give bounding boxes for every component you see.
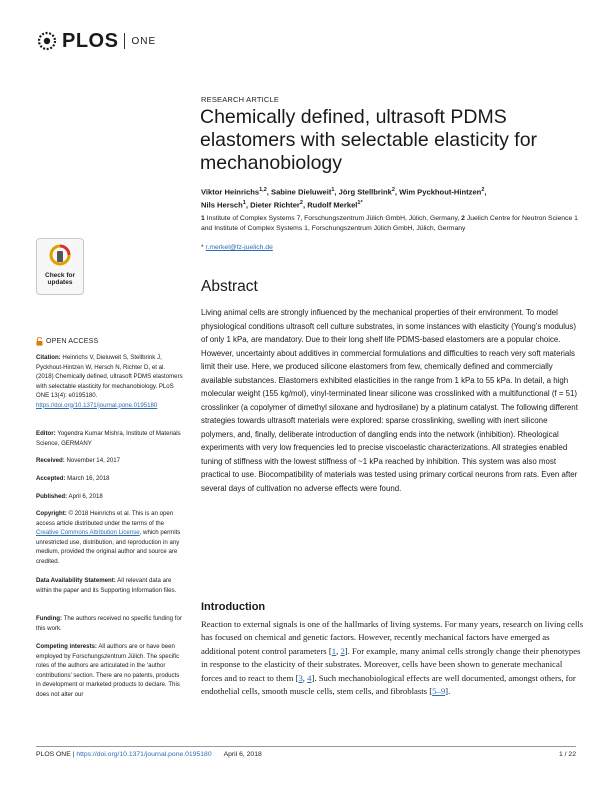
editor-text: Yogendra Kumar Mishra, Institute of Materials Science, GERMANY: [36, 430, 181, 447]
received-label: Received:: [36, 457, 65, 464]
reference-link[interactable]: 3: [298, 672, 303, 683]
author-name: Wim Pyckhout-Hintzen: [399, 187, 482, 197]
author-name: Sabine Dieluweit: [271, 187, 332, 197]
logo-plos-text: PLOS: [62, 29, 119, 52]
plos-logo-icon: [36, 30, 58, 52]
reference-link[interactable]: 1: [331, 645, 337, 656]
data-availability-label: Data Availability Statement:: [36, 577, 116, 584]
article-type: RESEARCH ARTICLE: [201, 95, 280, 104]
citation-block: [36, 353, 184, 410]
author-name: Jörg Stellbrink: [338, 187, 392, 197]
footer-journal: PLOS ONE: [36, 751, 71, 758]
author-affiliation-sup: 1: [331, 187, 335, 193]
intro-text-segment: ,: [302, 672, 308, 683]
competing-interests-block: [36, 642, 184, 699]
plos-one-logo: [36, 28, 156, 54]
page-footer: [36, 751, 576, 758]
correspondence: [201, 244, 273, 251]
author-affiliation-sup: 2: [391, 187, 395, 193]
intro-text-segment: ]. Such mechanobiological effects are well documented, amongst others, for endothelial cells, smooth muscle cells, stem cells, and fibroblasts [: [201, 672, 576, 697]
accepted-block: [36, 474, 184, 484]
intro-text-segment: ].: [445, 686, 451, 697]
check-for-updates-line1: Check for: [45, 272, 75, 279]
citation-label: Citation:: [36, 354, 61, 361]
intro-text-segment: ,: [336, 645, 341, 656]
open-access-text: OPEN ACCESS: [46, 338, 99, 345]
received-date: November 14, 2017: [66, 457, 121, 464]
footer-divider: [36, 746, 576, 747]
open-access-label: [36, 337, 98, 346]
article-title: Chemically defined, ultrasoft PDMS elastomers with selectable elasticity for mechanobiology: [200, 106, 538, 174]
data-availability-text: All relevant data are within the paper and its Supporting Information files.: [36, 577, 177, 594]
footer-doi-link[interactable]: https://doi.org/10.1371/journal.pone.0195180: [76, 751, 212, 758]
published-block: [36, 492, 184, 502]
license-link[interactable]: Creative Commons Attribution License: [36, 529, 140, 536]
affiliation-number: 1: [201, 215, 205, 222]
author-name: Nils Hersch: [201, 200, 243, 210]
check-for-updates-line2: updates: [47, 279, 73, 286]
correspondence-mark: *: [201, 244, 204, 251]
abstract-heading: Abstract: [201, 278, 258, 295]
affiliations: [201, 214, 591, 234]
affiliation-text: Institute of Complex Systems 7, Forschungszentrum Jülich GmbH, Jülich, Germany,: [206, 215, 460, 222]
intro-text-segment: ]. For example, many animal cells strongly change their phenotypes in response to the elasticity of their substrates. Moreover, cells have been shown to generate mechanical forces and to react to them [: [201, 645, 581, 683]
check-for-updates-icon: [49, 244, 71, 268]
funding-label: Funding:: [36, 615, 63, 622]
competing-interests-text: All authors are or have been employed by Forschungszentrum Jülich. The specific roles of the authors are articulated in the ‘author contributions’ section. There are no patents, products in development or marketed products to declare. This does not alter our: [36, 643, 180, 698]
accepted-label: Accepted:: [36, 475, 66, 482]
funding-text: The authors received no specific funding for this work.: [36, 615, 182, 632]
affiliation-number: 2: [461, 215, 465, 222]
data-availability-block: [36, 576, 184, 595]
check-for-updates-badge[interactable]: [36, 238, 84, 295]
copyright-label: Copyright:: [36, 510, 67, 517]
author-name: Rudolf Merkel: [307, 200, 358, 210]
copyright-block: [36, 509, 184, 566]
author-affiliation-sup: 2: [481, 187, 485, 193]
author-name: Dieter Richter: [250, 200, 300, 210]
author-affiliation-sup: 1*: [357, 200, 363, 207]
reference-link[interactable]: 4: [307, 672, 312, 683]
footer-date: April 6, 2018: [223, 751, 262, 758]
funding-block: [36, 614, 184, 633]
footer-separator: |: [72, 751, 75, 758]
editor-label: Editor:: [36, 430, 56, 437]
citation-text: Heinrichs V, Dieluweit S, Stellbrink J, Pyckhout-Hintzen W, Hersch N, Richter D, et al. (2018) Chemically defined, ultrasoft PDMS elastomers with selectable elasticity for mechanobiology. PLoS ONE 13(4): e0195180.: [36, 354, 183, 399]
published-date: April 6, 2018: [68, 493, 103, 500]
introduction-heading: Introduction: [201, 601, 266, 613]
competing-interests-label: Competing interests:: [36, 643, 97, 650]
author-name: Viktor Heinrichs: [201, 187, 260, 197]
citation-doi-link[interactable]: https://doi.org/10.1371/journal.pone.0195180: [36, 401, 158, 409]
author-affiliation-sup: 1,2: [259, 187, 267, 193]
logo-divider: [124, 33, 125, 49]
abstract-text: Living animal cells are strongly influenced by the mechanical properties of their environment. To model physiological conditions ultrasoft cell culture substrates, in some instances with elasticity (Young’s modulus) of only 1 kPa, are mandatory. Due to their long shelf life PDMS-based elastomers are a popular choice. However, uncertainty about additives in commercial formulations and difficulties to reach very soft materials limit their use. Here, we produced silicone elastomers from few, chemically defined and commercially available substances. Elastomers exhibited elasticities in the range from 1 kPa to 55 kPa. In detail, a high molecular weight (155 kg/mol), vinyl-terminated linear silicone was crosslinked with a multifunctional (f = 51) crosslinker (a copolymer of dimethyl siloxane and hydrosilane) by a platinum catalyst. The following different strategies towards ultrasoft materials were explored: sparse crosslinking, swelling with inert silicone polymers, and, finally, deliberate introduction of dangling ends into the network (inhibition). Rheological experiments with very low frequencies led to precise viscoelastic characterizations. All strategies enabled tuning of stiffness with the lowest stiffness of ~1 kPa reached by inhibition. This system was also most practical to use. Biocompatibility of materials was tested using primary cortical neurons from rats. Even after several days of cultivation no adverse effects were found.: [201, 308, 578, 493]
intro-text-segment: Reaction to external signals is one of the hallmarks of living systems. For many years, research on living cells has focused on chemical and genetic factors. However, recently mechanical factors have emerged as additional potent control parameters [: [201, 619, 584, 656]
copyright-text: © 2018 Heinrichs et al. This is an open access article distributed under the terms of the: [36, 510, 174, 527]
reference-link[interactable]: 5–9: [432, 686, 446, 697]
affiliation-text: Juelich Centre for Neutron Science 1 and Institute of Complex Systems 1, Forschungszentrum Jülich GmbH, Jülich, Germany: [201, 215, 578, 232]
logo-one-text: ONE: [131, 35, 157, 47]
introduction-text: [201, 618, 585, 698]
author-affiliation-sup: 1: [242, 200, 246, 207]
published-label: Published:: [36, 493, 68, 500]
editor-block: [36, 429, 184, 448]
copyright-text-cont: , which permits unrestricted use, distribution, and reproduction in any medium, provided the original author and source are credited.: [36, 529, 181, 565]
author-list: Viktor Heinrichs$^{1,2}$, Sabine Dieluweit$^1$, Jörg Stellbrink$^2$, Wim Pyckhout-Hintzen$^2$, Nils Hersch$^1$, Dieter Richter$^2$, Rudolf Merkel$^{1*}$: [201, 187, 487, 210]
received-block: [36, 456, 184, 466]
open-lock-icon: [36, 337, 43, 346]
author-affiliation-sup: 2: [299, 200, 303, 207]
correspondence-email-link[interactable]: r.merkel@fz-juelich.de: [205, 244, 273, 251]
page-number: 1 / 22: [558, 751, 576, 758]
accepted-date: March 16, 2018: [67, 475, 110, 482]
reference-link[interactable]: 2: [340, 645, 345, 656]
